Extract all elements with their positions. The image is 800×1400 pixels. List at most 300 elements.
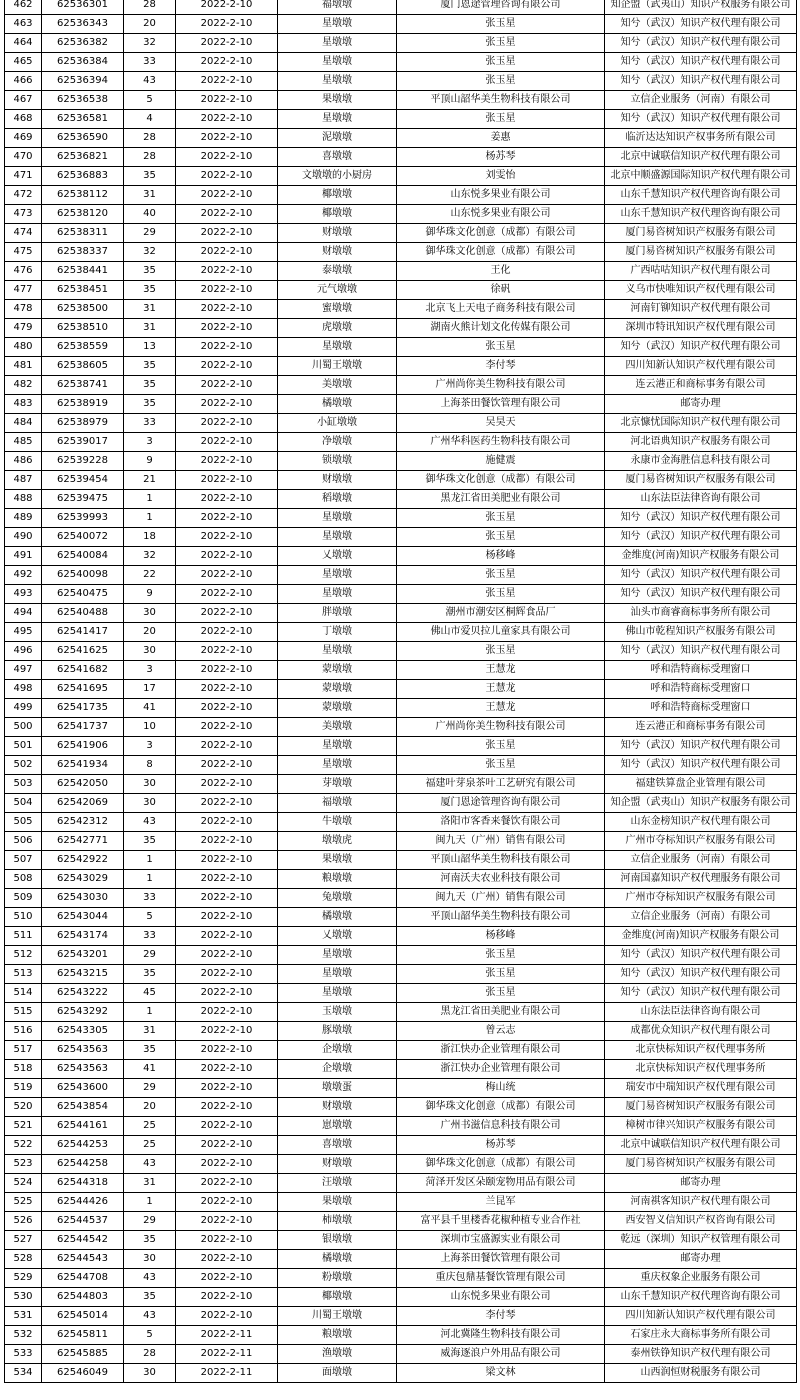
serial-cell: 486 [5,452,42,471]
date-cell: 2022-2-10 [176,1003,278,1022]
class-cell: 17 [124,680,176,699]
class-cell: 33 [124,889,176,908]
trademark-name-cell: 椰墩墩 [278,205,397,224]
serial-cell: 479 [5,319,42,338]
class-cell: 20 [124,623,176,642]
applicant-cell: 杨移峰 [397,547,605,566]
applicant-cell: 富平县千里楼香花椒种植专业合作社 [397,1212,605,1231]
class-cell: 32 [124,547,176,566]
date-cell: 2022-2-10 [176,1288,278,1307]
trademark-name-cell: 星墩墩 [278,585,397,604]
class-cell: 25 [124,1117,176,1136]
serial-cell: 498 [5,680,42,699]
date-cell: 2022-2-10 [176,832,278,851]
registration-number-cell: 62536301 [42,0,124,15]
trademark-name-cell: 面墩墩 [278,1364,397,1383]
registration-number-cell: 62536384 [42,53,124,72]
serial-cell: 510 [5,908,42,927]
date-cell: 2022-2-10 [176,262,278,281]
trademark-name-cell: 星墩墩 [278,110,397,129]
registration-number-cell: 62541695 [42,680,124,699]
date-cell: 2022-2-10 [176,585,278,604]
registration-number-cell: 62536883 [42,167,124,186]
agent-cell: 汕头市商睿商标事务所有限公司 [605,604,797,623]
table-row [5,1193,797,1212]
registration-number-cell: 62539993 [42,509,124,528]
agent-cell: 重庆权象企业服务有限公司 [605,1269,797,1288]
class-cell: 35 [124,357,176,376]
agent-cell: 邮寄办理 [605,1250,797,1269]
class-cell: 20 [124,1098,176,1117]
registration-number-cell: 62544258 [42,1155,124,1174]
serial-cell: 494 [5,604,42,623]
date-cell: 2022-2-10 [176,414,278,433]
agent-cell: 知企盟（武夷山）知识产权服务有限公司 [605,794,797,813]
trademark-name-cell: 星墩墩 [278,338,397,357]
table-row [5,908,797,927]
trademark-name-cell: 文墩墩的小厨房 [278,167,397,186]
table-row [5,414,797,433]
trademark-name-cell: 果墩墩 [278,91,397,110]
date-cell: 2022-2-10 [176,1060,278,1079]
registration-number-cell: 62544318 [42,1174,124,1193]
trademark-name-cell: 川蜀王墩墩 [278,1307,397,1326]
serial-cell: 504 [5,794,42,813]
trademark-name-cell: 乂墩墩 [278,547,397,566]
agent-cell: 山东千慧知识产权代理咨询有限公司 [605,186,797,205]
table-row [5,72,797,91]
trademark-name-cell: 蒙墩墩 [278,699,397,718]
agent-cell: 知兮（武汉）知识产权代理有限公司 [605,338,797,357]
class-cell: 4 [124,110,176,129]
agent-cell: 知兮（武汉）知识产权代理有限公司 [605,509,797,528]
date-cell: 2022-2-10 [176,813,278,832]
table-row [5,1098,797,1117]
serial-cell: 482 [5,376,42,395]
trademark-name-cell: 净墩墩 [278,433,397,452]
trademark-name-cell: 星墩墩 [278,946,397,965]
registration-number-cell: 62543305 [42,1022,124,1041]
applicant-cell: 浙江快办企业管理有限公司 [397,1041,605,1060]
agent-cell: 广州市夺标知识产权服务有限公司 [605,832,797,851]
trademark-name-cell: 柿墩墩 [278,1212,397,1231]
agent-cell: 知兮（武汉）知识产权代理有限公司 [605,984,797,1003]
class-cell: 29 [124,946,176,965]
table-row [5,1212,797,1231]
class-cell: 30 [124,794,176,813]
date-cell: 2022-2-10 [176,756,278,775]
agent-cell: 知兮（武汉）知识产权代理有限公司 [605,965,797,984]
agent-cell: 立信企业服务（河南）有限公司 [605,91,797,110]
serial-cell: 469 [5,129,42,148]
table-row [5,661,797,680]
agent-cell: 樟树市律兴知识产权服务有限公司 [605,1117,797,1136]
trademark-name-cell: 银墩墩 [278,1231,397,1250]
trademark-name-cell: 财墩墩 [278,224,397,243]
registration-number-cell: 62543030 [42,889,124,908]
trademark-name-cell: 星墩墩 [278,53,397,72]
table-row [5,243,797,262]
class-cell: 20 [124,15,176,34]
registration-number-cell: 62539017 [42,433,124,452]
agent-cell: 知兮（武汉）知识产权代理有限公司 [605,946,797,965]
agent-cell: 深圳市特讯知识产权代理有限公司 [605,319,797,338]
table-row [5,509,797,528]
serial-cell: 463 [5,15,42,34]
trademark-name-cell: 财墩墩 [278,1155,397,1174]
serial-cell: 506 [5,832,42,851]
class-cell: 30 [124,1364,176,1383]
date-cell: 2022-2-10 [176,737,278,756]
table-row [5,433,797,452]
table-row [5,300,797,319]
registration-number-cell: 62538559 [42,338,124,357]
date-cell: 2022-2-10 [176,34,278,53]
serial-cell: 478 [5,300,42,319]
agent-cell: 临沂达达知识产权事务所有限公司 [605,129,797,148]
table-row [5,167,797,186]
registration-number-cell: 62543292 [42,1003,124,1022]
date-cell: 2022-2-10 [176,1098,278,1117]
trademark-name-cell: 兔墩墩 [278,889,397,908]
table-row [5,718,797,737]
class-cell: 43 [124,1155,176,1174]
agent-cell: 义乌市快唯知识产权代理有限公司 [605,281,797,300]
agent-cell: 连云港正和商标事务有限公司 [605,718,797,737]
applicant-cell: 张玉星 [397,509,605,528]
serial-cell: 511 [5,927,42,946]
applicant-cell: 刘雯怡 [397,167,605,186]
date-cell: 2022-2-10 [176,642,278,661]
date-cell: 2022-2-10 [176,1250,278,1269]
class-cell: 1 [124,490,176,509]
serial-cell: 481 [5,357,42,376]
trademark-name-cell: 星墩墩 [278,528,397,547]
registration-number-cell: 62542922 [42,851,124,870]
registration-number-cell: 62540488 [42,604,124,623]
agent-cell: 知兮（武汉）知识产权代理有限公司 [605,566,797,585]
trademark-name-cell: 财墩墩 [278,471,397,490]
agent-cell: 知兮（武汉）知识产权代理有限公司 [605,72,797,91]
table-row [5,965,797,984]
registration-number-cell: 62544161 [42,1117,124,1136]
registration-number-cell: 62541682 [42,661,124,680]
agent-cell: 泰州铁铮知识产权代理有限公司 [605,1345,797,1364]
agent-cell: 知企盟（武夷山）知识产权服务有限公司 [605,0,797,15]
applicant-cell: 上海茶田餐饮管理有限公司 [397,1250,605,1269]
date-cell: 2022-2-10 [176,870,278,889]
applicant-cell: 菏泽开发区朵颐宠物用品有限公司 [397,1174,605,1193]
agent-cell: 四川知新认知识产权代理有限公司 [605,357,797,376]
date-cell: 2022-2-10 [176,946,278,965]
registration-number-cell: 62538979 [42,414,124,433]
class-cell: 5 [124,91,176,110]
trademark-name-cell: 星墩墩 [278,509,397,528]
agent-cell: 北京快标知识产权代理事务所 [605,1060,797,1079]
table-row [5,452,797,471]
applicant-cell: 浙江快办企业管理有限公司 [397,1060,605,1079]
applicant-cell: 吴昊天 [397,414,605,433]
trademark-name-cell: 福墩墩 [278,0,397,15]
class-cell: 35 [124,1231,176,1250]
serial-cell: 496 [5,642,42,661]
applicant-cell: 施健震 [397,452,605,471]
serial-cell: 509 [5,889,42,908]
class-cell: 25 [124,1136,176,1155]
class-cell: 35 [124,1288,176,1307]
date-cell: 2022-2-10 [176,1155,278,1174]
serial-cell: 488 [5,490,42,509]
table-row [5,1345,797,1364]
applicant-cell: 徐矾 [397,281,605,300]
agent-cell: 厦门易咨树知识产权服务有限公司 [605,1155,797,1174]
registration-number-cell: 62539228 [42,452,124,471]
registration-number-cell: 62546049 [42,1364,124,1383]
serial-cell: 490 [5,528,42,547]
registration-number-cell: 62541735 [42,699,124,718]
trademark-name-cell: 蒙墩墩 [278,661,397,680]
table-row [5,1079,797,1098]
agent-cell: 成都优众知识产权代理有限公司 [605,1022,797,1041]
applicant-cell: 王慧龙 [397,699,605,718]
registration-number-cell: 62543854 [42,1098,124,1117]
applicant-cell: 山东悦多果业有限公司 [397,205,605,224]
agent-cell: 河南钉铆知识产权代理有限公司 [605,300,797,319]
agent-cell: 呼和浩特商标受理窗口 [605,699,797,718]
table-row [5,129,797,148]
agent-cell: 厦门易咨树知识产权服务有限公司 [605,1098,797,1117]
table-row [5,775,797,794]
serial-cell: 475 [5,243,42,262]
serial-cell: 471 [5,167,42,186]
applicant-cell: 张玉星 [397,34,605,53]
trademark-name-cell: 橘墩墩 [278,395,397,414]
agent-cell: 邮寄办理 [605,1174,797,1193]
agent-cell: 河南祺客知识产权代理有限公司 [605,1193,797,1212]
date-cell: 2022-2-10 [176,699,278,718]
trademark-name-cell: 玉墩墩 [278,1003,397,1022]
applicant-cell: 兰昆军 [397,1193,605,1212]
date-cell: 2022-2-10 [176,984,278,1003]
trademark-name-cell: 星墩墩 [278,737,397,756]
date-cell: 2022-2-10 [176,908,278,927]
trademark-name-cell: 虎墩墩 [278,319,397,338]
registration-number-cell: 62541417 [42,623,124,642]
agent-cell: 呼和浩特商标受理窗口 [605,661,797,680]
trademark-name-cell: 星墩墩 [278,984,397,1003]
table-row [5,471,797,490]
date-cell: 2022-2-10 [176,452,278,471]
applicant-cell: 广州华科医药生物科技有限公司 [397,433,605,452]
agent-cell: 山东千慧知识产权代理咨询有限公司 [605,1288,797,1307]
agent-cell: 厦门易咨树知识产权服务有限公司 [605,224,797,243]
registration-number-cell: 62536394 [42,72,124,91]
registration-number-cell: 62542312 [42,813,124,832]
date-cell: 2022-2-10 [176,53,278,72]
class-cell: 3 [124,737,176,756]
class-cell: 31 [124,300,176,319]
table-body [5,0,797,1383]
table-row [5,1174,797,1193]
serial-cell: 514 [5,984,42,1003]
registration-number-cell: 62545885 [42,1345,124,1364]
registration-number-cell: 62544542 [42,1231,124,1250]
trademark-name-cell: 墩墩虎 [278,832,397,851]
table-row [5,642,797,661]
class-cell: 40 [124,205,176,224]
date-cell: 2022-2-10 [176,1307,278,1326]
class-cell: 35 [124,832,176,851]
registration-number-cell: 62540084 [42,547,124,566]
applicant-cell: 张玉星 [397,585,605,604]
applicant-cell: 御华珠文化创意（成都）有限公司 [397,224,605,243]
class-cell: 5 [124,908,176,927]
serial-cell: 519 [5,1079,42,1098]
date-cell: 2022-2-10 [176,110,278,129]
table-row [5,870,797,889]
trademark-name-cell: 崽墩墩 [278,1117,397,1136]
agent-cell: 厦门易咨树知识产权服务有限公司 [605,471,797,490]
trademark-name-cell: 星墩墩 [278,965,397,984]
registration-number-cell: 62538919 [42,395,124,414]
date-cell: 2022-2-10 [176,281,278,300]
serial-cell: 500 [5,718,42,737]
table-row [5,1022,797,1041]
table-row [5,0,797,15]
table-row [5,319,797,338]
date-cell: 2022-2-10 [176,0,278,15]
serial-cell: 487 [5,471,42,490]
date-cell: 2022-2-10 [176,1022,278,1041]
agent-cell: 河北语典知识产权服务有限公司 [605,433,797,452]
agent-cell: 金维度(河南)知识产权服务有限公司 [605,547,797,566]
serial-cell: 523 [5,1155,42,1174]
table-row [5,1250,797,1269]
table-row [5,851,797,870]
agent-cell: 山东法臣法律咨询有限公司 [605,490,797,509]
class-cell: 41 [124,1060,176,1079]
trademark-name-cell: 元气墩墩 [278,281,397,300]
applicant-cell: 王慧龙 [397,680,605,699]
date-cell: 2022-2-10 [176,1041,278,1060]
date-cell: 2022-2-10 [176,604,278,623]
trademark-table [4,0,797,1383]
applicant-cell: 张玉星 [397,756,605,775]
class-cell: 31 [124,319,176,338]
table-row [5,889,797,908]
applicant-cell: 湖南火熊计划文化传媒有限公司 [397,319,605,338]
applicant-cell: 洛阳市客香来餐饮有限公司 [397,813,605,832]
table-row [5,357,797,376]
registration-number-cell: 62540475 [42,585,124,604]
trademark-name-cell: 橘墩墩 [278,1250,397,1269]
registration-number-cell: 62541625 [42,642,124,661]
trademark-name-cell: 蜜墩墩 [278,300,397,319]
trademark-name-cell: 渔墩墩 [278,1345,397,1364]
date-cell: 2022-2-10 [176,395,278,414]
registration-number-cell: 62536581 [42,110,124,129]
serial-cell: 462 [5,0,42,15]
applicant-cell: 深圳市宝盛源实业有限公司 [397,1231,605,1250]
trademark-name-cell: 胖墩墩 [278,604,397,623]
applicant-cell: 张玉星 [397,338,605,357]
applicant-cell: 张玉星 [397,984,605,1003]
serial-cell: 483 [5,395,42,414]
table-row [5,1288,797,1307]
date-cell: 2022-2-10 [176,775,278,794]
trademark-name-cell: 财墩墩 [278,243,397,262]
agent-cell: 立信企业服务（河南）有限公司 [605,908,797,927]
applicant-cell: 张玉星 [397,53,605,72]
serial-cell: 467 [5,91,42,110]
date-cell: 2022-2-10 [176,490,278,509]
date-cell: 2022-2-10 [176,1231,278,1250]
applicant-cell: 王化 [397,262,605,281]
agent-cell: 福建铁算盘企业管理有限公司 [605,775,797,794]
trademark-name-cell: 美墩墩 [278,376,397,395]
applicant-cell: 佛山市爱贝拉儿童家具有限公司 [397,623,605,642]
table-row [5,756,797,775]
registration-number-cell: 62544803 [42,1288,124,1307]
applicant-cell: 张玉星 [397,15,605,34]
registration-number-cell: 62540098 [42,566,124,585]
agent-cell: 知兮（武汉）知识产权代理有限公司 [605,642,797,661]
class-cell: 35 [124,395,176,414]
serial-cell: 518 [5,1060,42,1079]
serial-cell: 464 [5,34,42,53]
applicant-cell: 张玉星 [397,737,605,756]
agent-cell: 山西润恒财税服务有限公司 [605,1364,797,1383]
agent-cell: 石家庄永大商标事务所有限公司 [605,1326,797,1345]
class-cell: 1 [124,509,176,528]
registration-number-cell: 62544708 [42,1269,124,1288]
class-cell: 33 [124,927,176,946]
agent-cell: 知兮（武汉）知识产权代理有限公司 [605,528,797,547]
table-row [5,1136,797,1155]
class-cell: 9 [124,452,176,471]
date-cell: 2022-2-10 [176,661,278,680]
applicant-cell: 河南沃夫农业科技有限公司 [397,870,605,889]
table-row [5,110,797,129]
trademark-name-cell: 泰墩墩 [278,262,397,281]
date-cell: 2022-2-10 [176,1193,278,1212]
class-cell: 31 [124,186,176,205]
serial-cell: 466 [5,72,42,91]
registration-number-cell: 62538337 [42,243,124,262]
trademark-name-cell: 稻墩墩 [278,490,397,509]
class-cell: 31 [124,1174,176,1193]
table-row [5,1326,797,1345]
table-row [5,262,797,281]
agent-cell: 北京中诚联信知识产权代理有限公司 [605,148,797,167]
serial-cell: 520 [5,1098,42,1117]
trademark-name-cell: 星墩墩 [278,566,397,585]
serial-cell: 503 [5,775,42,794]
agent-cell: 瑞安市中瑞知识产权代理有限公司 [605,1079,797,1098]
serial-cell: 492 [5,566,42,585]
date-cell: 2022-2-10 [176,72,278,91]
applicant-cell: 御华珠文化创意（成都）有限公司 [397,471,605,490]
registration-number-cell: 62540072 [42,528,124,547]
trademark-name-cell: 果墩墩 [278,851,397,870]
class-cell: 13 [124,338,176,357]
serial-cell: 529 [5,1269,42,1288]
trademark-name-cell: 星墩墩 [278,642,397,661]
table-row [5,927,797,946]
registration-number-cell: 62538741 [42,376,124,395]
applicant-cell: 厦门恩途管理咨询有限公司 [397,0,605,15]
class-cell: 32 [124,243,176,262]
